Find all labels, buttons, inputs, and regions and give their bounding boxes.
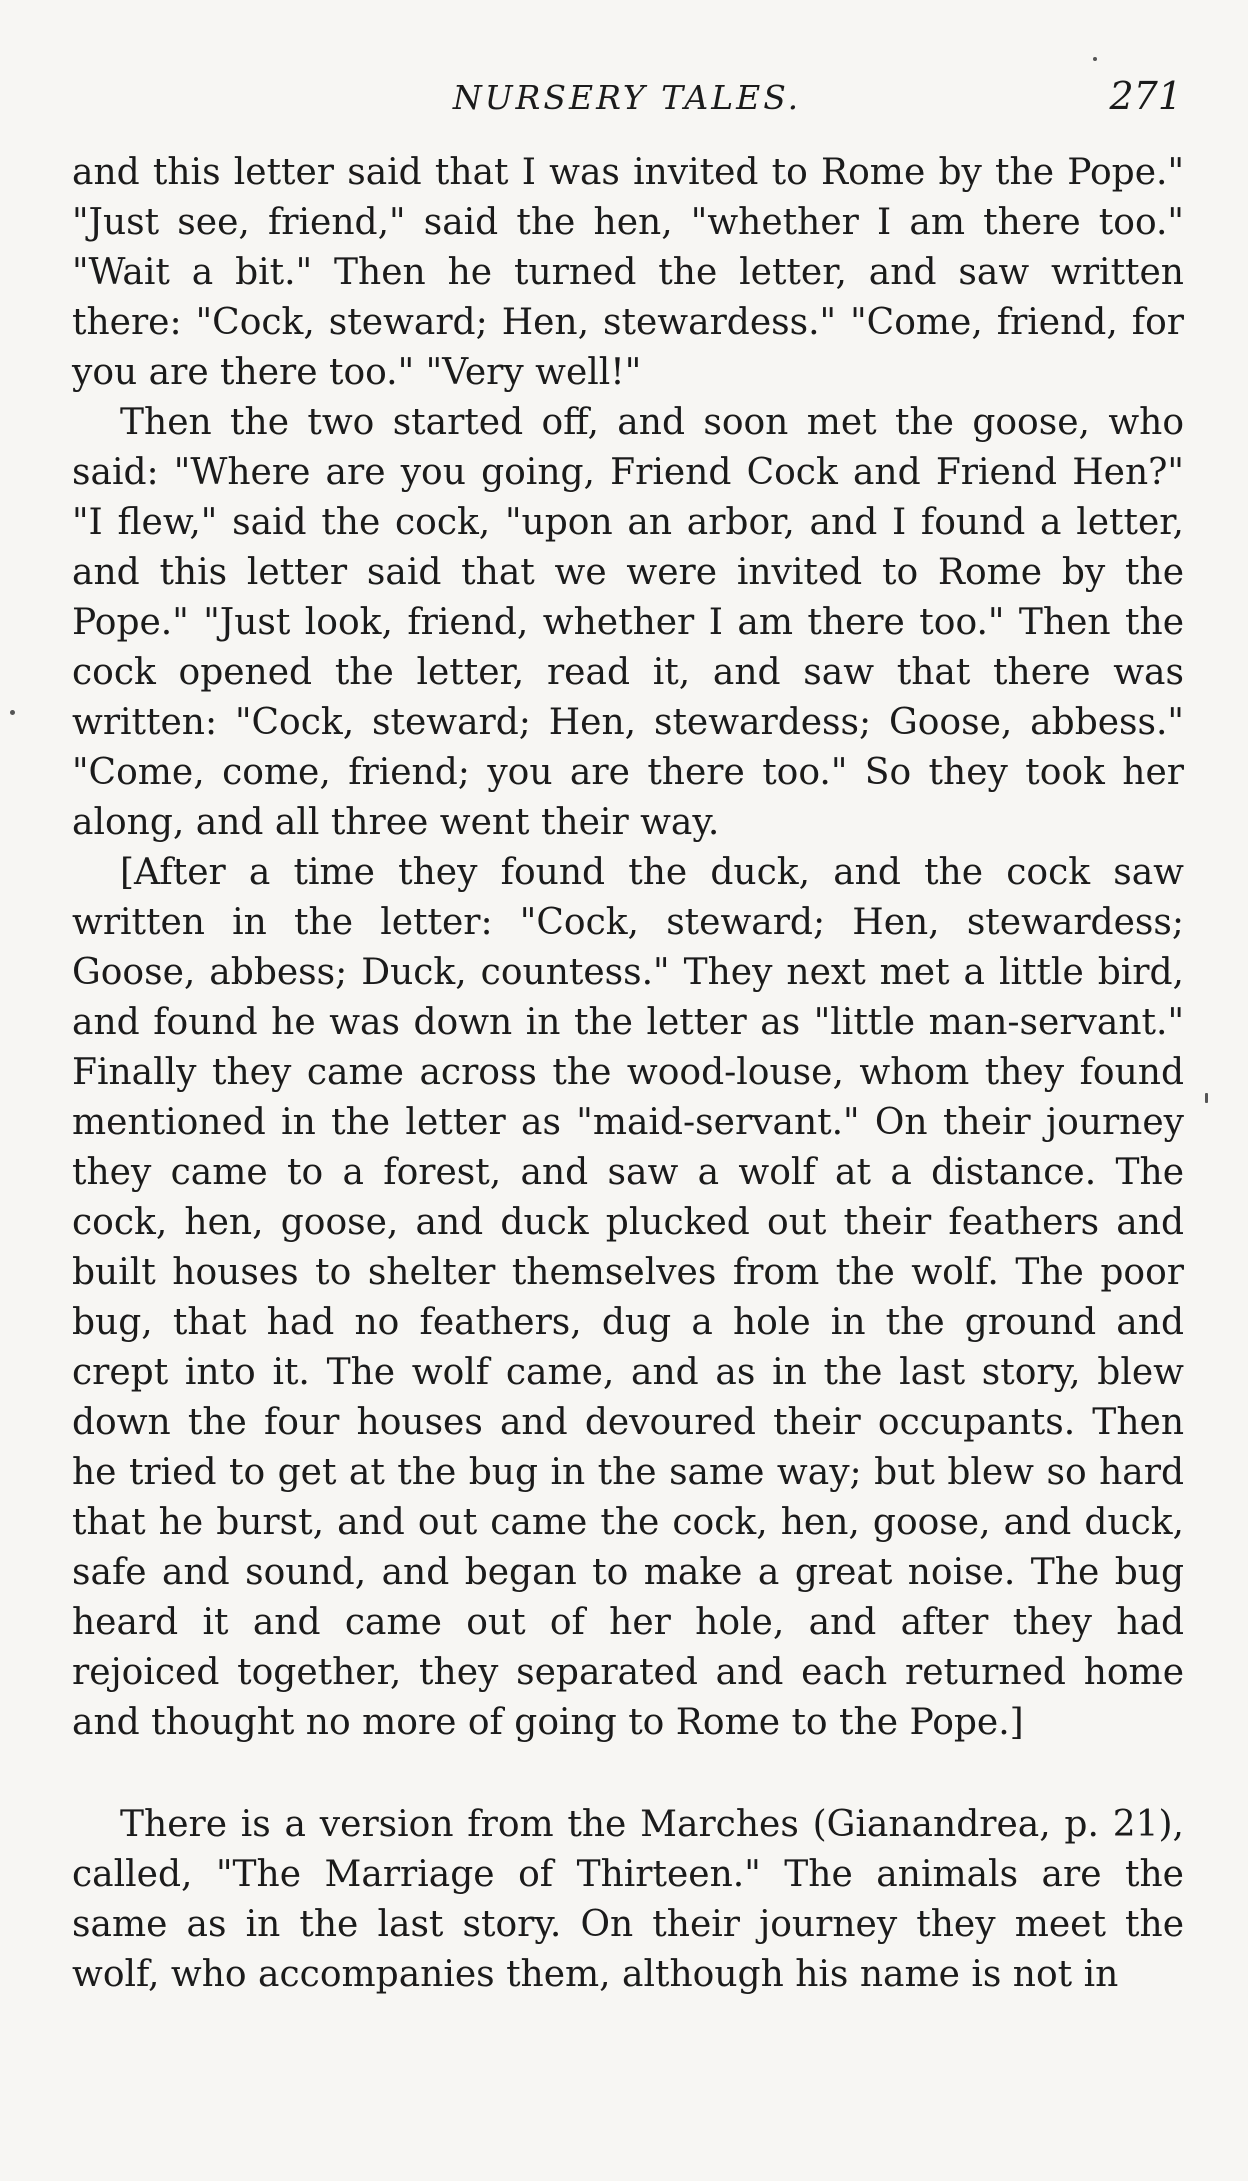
paragraph-continued: and this letter said that I was invited to Rome by the Pope." "Just see, friend," said the hen, "whether I am there too." "Wait a bit." Then he turned the letter, and saw written there: "Cock, steward; Hen, stewardess." "Come, friend, for you are there too." "Very well!" [72,152,1184,393]
running-title: NURSERY TALES. [452,78,802,117]
paragraph-goose: Then the two started off, and soon met the goose, who said: "Where are you going, Friend Cock and Friend Hen?" "I flew," said the cock, "upon an arbor, and I found a letter, and this letter said that we were invited to Rome by the Pope." "Just look, friend, whether I am there too." Then the cock opened the letter, read it, and saw that there was written: "Cock, steward; Hen, stewardess; Goose, abbess." "Come, come, friend; you are there too." So they took her along, and all three went their way. [72,402,1184,843]
scan-speck [10,710,15,715]
page-number: 271 [1109,74,1182,118]
running-head [72,70,1182,130]
scan-speck [1205,1093,1208,1103]
paragraph-marches-version: There is a version from the Marches (Gianandrea, p. 21), called, "The Marriage of Thirteen." The animals are the same as in the last story. On their journey they meet the wolf, who accompanies them, although his name is not in [72,1804,1184,1995]
body-text [72,148,1184,2000]
paragraph-bracketed: [After a time they found the duck, and the cock saw written in the letter: "Cock, steward; Hen, stewardess; Goose, abbess; Duck, countess." They next met a little bird, and found he was down in the letter as "little man-servant." Finally they came across the wood-louse, whom they found mentioned in the letter as "maid-servant." On their journey they came to a forest, and saw a wolf at a distance. The cock, hen, goose, and duck plucked out their feathers and built houses to shelter themselves from the wolf. The poor bug, that had no feathers, dug a hole in the ground and crept into it. The wolf came, and as in the last story, blew down the four houses and devoured their occupants. Then he tried to get at the bug in the same way; but blew so hard that he burst, and out came the cock, hen, goose, and duck, safe and sound, and began to make a great noise. The bug heard it and came out of her hole, and after they had rejoiced together, they separated and each returned home and thought no more of going to Rome to the Pope.] [72,852,1184,1743]
section-gap [72,1748,1184,1800]
scan-speck [1093,57,1097,61]
